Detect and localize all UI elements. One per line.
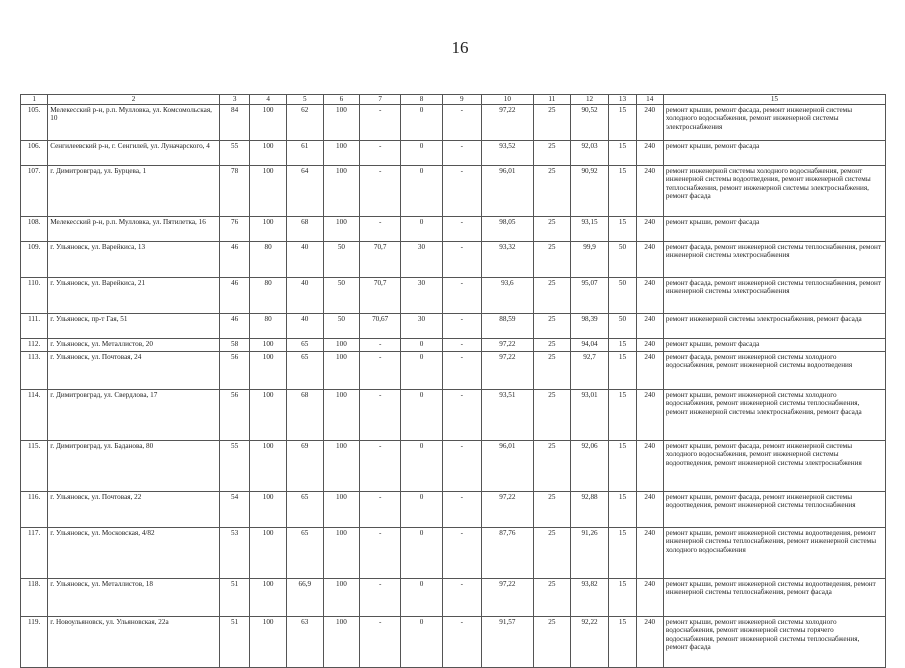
col-8: 0	[401, 140, 443, 165]
work-list: ремонт крыши, ремонт фасада	[663, 338, 885, 351]
col-12: 92,7	[570, 351, 609, 389]
col-7: -	[360, 338, 401, 351]
col-13: 15	[609, 140, 636, 165]
column-header: 15	[663, 95, 885, 105]
column-header: 9	[442, 95, 481, 105]
col-14: 240	[636, 351, 663, 389]
col-11: 25	[534, 578, 571, 616]
address: г. Ульяновск, ул. Варейкиса, 13	[48, 241, 220, 277]
col-14: 240	[636, 389, 663, 440]
col-5: 40	[286, 241, 323, 277]
col-12: 93,82	[570, 578, 609, 616]
col-6: 100	[323, 338, 360, 351]
table-body	[21, 104, 886, 667]
row-number: 105.	[21, 104, 48, 140]
col-14: 240	[636, 140, 663, 165]
table-row	[21, 338, 886, 351]
row-number: 119.	[21, 616, 48, 667]
header-row	[21, 95, 886, 105]
col-4: 100	[250, 389, 287, 440]
col-13: 50	[609, 241, 636, 277]
col-7: -	[360, 104, 401, 140]
col-9: -	[442, 277, 481, 313]
col-4: 100	[250, 440, 287, 491]
col-3: 46	[219, 277, 249, 313]
table-row	[21, 527, 886, 578]
col-6: 100	[323, 216, 360, 241]
col-14: 240	[636, 491, 663, 527]
col-7: -	[360, 216, 401, 241]
col-12: 92,22	[570, 616, 609, 667]
col-3: 56	[219, 351, 249, 389]
col-10: 97,22	[481, 578, 533, 616]
col-13: 15	[609, 351, 636, 389]
address: г. Ульяновск, ул. Московская, 4/82	[48, 527, 220, 578]
col-13: 15	[609, 338, 636, 351]
col-8: 0	[401, 104, 443, 140]
col-7: -	[360, 578, 401, 616]
col-14: 240	[636, 165, 663, 216]
column-header: 8	[401, 95, 443, 105]
col-11: 25	[534, 241, 571, 277]
col-5: 68	[286, 389, 323, 440]
address: г. Ульяновск, ул. Почтовая, 22	[48, 491, 220, 527]
col-5: 62	[286, 104, 323, 140]
col-12: 92,06	[570, 440, 609, 491]
col-3: 56	[219, 389, 249, 440]
col-10: 97,22	[481, 351, 533, 389]
col-11: 25	[534, 216, 571, 241]
col-10: 93,6	[481, 277, 533, 313]
col-10: 97,22	[481, 338, 533, 351]
col-13: 50	[609, 313, 636, 338]
col-13: 15	[609, 616, 636, 667]
col-7: -	[360, 616, 401, 667]
col-7: -	[360, 351, 401, 389]
col-4: 80	[250, 241, 287, 277]
work-list: ремонт крыши, ремонт инженерной системы водоотведения, ремонт инженерной системы теплоснабжения, ремонт фасада	[663, 578, 885, 616]
table-row	[21, 241, 886, 277]
col-4: 100	[250, 616, 287, 667]
col-8: 0	[401, 527, 443, 578]
col-7: -	[360, 491, 401, 527]
col-5: 40	[286, 277, 323, 313]
col-14: 240	[636, 338, 663, 351]
col-12: 95,07	[570, 277, 609, 313]
column-header: 14	[636, 95, 663, 105]
col-10: 91,57	[481, 616, 533, 667]
address: Мелекесский р-н, р.п. Мулловка, ул. Комсомольская, 10	[48, 104, 220, 140]
col-6: 50	[323, 313, 360, 338]
col-11: 25	[534, 277, 571, 313]
col-14: 240	[636, 241, 663, 277]
col-14: 240	[636, 277, 663, 313]
row-number: 110.	[21, 277, 48, 313]
col-5: 65	[286, 351, 323, 389]
table-row	[21, 216, 886, 241]
col-9: -	[442, 351, 481, 389]
col-12: 90,52	[570, 104, 609, 140]
col-14: 240	[636, 616, 663, 667]
table-row	[21, 165, 886, 216]
col-9: -	[442, 440, 481, 491]
address: г. Димитровград, ул. Баданова, 80	[48, 440, 220, 491]
col-12: 91,26	[570, 527, 609, 578]
col-13: 15	[609, 440, 636, 491]
work-list: ремонт инженерной системы электроснабжения, ремонт фасада	[663, 313, 885, 338]
work-list: ремонт крыши, ремонт фасада	[663, 140, 885, 165]
col-13: 15	[609, 578, 636, 616]
table-row	[21, 440, 886, 491]
col-3: 55	[219, 440, 249, 491]
col-11: 25	[534, 351, 571, 389]
col-5: 69	[286, 440, 323, 491]
col-4: 100	[250, 527, 287, 578]
col-11: 25	[534, 389, 571, 440]
col-4: 100	[250, 140, 287, 165]
col-5: 65	[286, 527, 323, 578]
col-9: -	[442, 389, 481, 440]
col-5: 65	[286, 338, 323, 351]
col-6: 100	[323, 351, 360, 389]
col-12: 99,9	[570, 241, 609, 277]
col-8: 0	[401, 440, 443, 491]
col-3: 58	[219, 338, 249, 351]
col-4: 100	[250, 578, 287, 616]
col-11: 25	[534, 338, 571, 351]
work-list: ремонт крыши, ремонт фасада	[663, 216, 885, 241]
col-9: -	[442, 313, 481, 338]
col-10: 96,01	[481, 440, 533, 491]
col-6: 100	[323, 104, 360, 140]
column-header: 12	[570, 95, 609, 105]
col-12: 92,03	[570, 140, 609, 165]
col-10: 97,22	[481, 104, 533, 140]
work-list: ремонт крыши, ремонт фасада, ремонт инженерной системы холодного водоснабжения, ремонт инженерной системы электроснабжения	[663, 104, 885, 140]
row-number: 109.	[21, 241, 48, 277]
row-number: 113.	[21, 351, 48, 389]
col-7: 70,67	[360, 313, 401, 338]
col-13: 15	[609, 491, 636, 527]
column-header: 3	[219, 95, 249, 105]
col-7: -	[360, 527, 401, 578]
col-7: 70,7	[360, 241, 401, 277]
address: г. Новоульяновск, ул. Ульяновская, 22а	[48, 616, 220, 667]
col-5: 61	[286, 140, 323, 165]
col-5: 63	[286, 616, 323, 667]
col-4: 100	[250, 104, 287, 140]
col-3: 55	[219, 140, 249, 165]
column-header: 10	[481, 95, 533, 105]
col-11: 25	[534, 140, 571, 165]
col-6: 100	[323, 491, 360, 527]
table-row	[21, 351, 886, 389]
column-header: 1	[21, 95, 48, 105]
page-number: 16	[451, 38, 469, 57]
col-9: -	[442, 491, 481, 527]
row-number: 118.	[21, 578, 48, 616]
col-3: 53	[219, 527, 249, 578]
col-8: 0	[401, 491, 443, 527]
col-13: 50	[609, 277, 636, 313]
col-11: 25	[534, 491, 571, 527]
col-4: 80	[250, 277, 287, 313]
col-10: 98,05	[481, 216, 533, 241]
col-13: 15	[609, 104, 636, 140]
work-list: ремонт инженерной системы холодного водоснабжения, ремонт инженерной системы водоотведения, ремонт инженерной системы теплоснабжения, ремонт инженерной системы электроснабжения, ремонт фасада	[663, 165, 885, 216]
col-3: 46	[219, 313, 249, 338]
col-3: 84	[219, 104, 249, 140]
col-13: 15	[609, 165, 636, 216]
table-row	[21, 277, 886, 313]
address: г. Ульяновск, пр-т Гая, 51	[48, 313, 220, 338]
col-6: 100	[323, 165, 360, 216]
col-6: 100	[323, 140, 360, 165]
col-4: 80	[250, 313, 287, 338]
col-3: 54	[219, 491, 249, 527]
column-header: 2	[48, 95, 220, 105]
col-11: 25	[534, 313, 571, 338]
col-9: -	[442, 527, 481, 578]
col-6: 100	[323, 440, 360, 491]
col-13: 15	[609, 216, 636, 241]
col-14: 240	[636, 216, 663, 241]
work-list: ремонт крыши, ремонт инженерной системы холодного водоснабжения, ремонт инженерной системы горячего водоснабжения, ремонт инженерной системы теплоснабжения, ремонт фасада	[663, 616, 885, 667]
table-row	[21, 491, 886, 527]
col-11: 25	[534, 165, 571, 216]
row-number: 117.	[21, 527, 48, 578]
col-8: 30	[401, 313, 443, 338]
row-number: 112.	[21, 338, 48, 351]
col-12: 93,15	[570, 216, 609, 241]
col-4: 100	[250, 216, 287, 241]
col-10: 97,22	[481, 491, 533, 527]
col-11: 25	[534, 440, 571, 491]
row-number: 107.	[21, 165, 48, 216]
col-8: 0	[401, 389, 443, 440]
work-list: ремонт крыши, ремонт фасада, ремонт инженерной системы водоотведения, ремонт инженерной системы теплоснабжения	[663, 491, 885, 527]
col-12: 98,39	[570, 313, 609, 338]
col-6: 50	[323, 241, 360, 277]
col-8: 30	[401, 241, 443, 277]
col-6: 100	[323, 616, 360, 667]
col-13: 15	[609, 527, 636, 578]
col-5: 40	[286, 313, 323, 338]
row-number: 114.	[21, 389, 48, 440]
col-13: 15	[609, 389, 636, 440]
col-7: 70,7	[360, 277, 401, 313]
col-12: 90,92	[570, 165, 609, 216]
col-4: 100	[250, 351, 287, 389]
col-11: 25	[534, 104, 571, 140]
table-row	[21, 140, 886, 165]
col-8: 0	[401, 338, 443, 351]
col-3: 51	[219, 578, 249, 616]
row-number: 108.	[21, 216, 48, 241]
col-6: 100	[323, 578, 360, 616]
work-list: ремонт крыши, ремонт фасада, ремонт инженерной системы холодного водоснабжения, ремонт инженерной системы водоотведения, ремонт инженерной системы электроснабжения	[663, 440, 885, 491]
col-12: 94,04	[570, 338, 609, 351]
col-14: 240	[636, 104, 663, 140]
col-5: 65	[286, 491, 323, 527]
col-3: 46	[219, 241, 249, 277]
address: Мелекесский р-н, р.п. Мулловка, ул. Пятилетка, 16	[48, 216, 220, 241]
col-9: -	[442, 578, 481, 616]
col-3: 76	[219, 216, 249, 241]
col-14: 240	[636, 527, 663, 578]
col-14: 240	[636, 578, 663, 616]
row-number: 116.	[21, 491, 48, 527]
work-list: ремонт фасада, ремонт инженерной системы теплоснабжения, ремонт инженерной системы электроснабжения	[663, 277, 885, 313]
col-8: 0	[401, 351, 443, 389]
address: г. Ульяновск, ул. Металлистов, 18	[48, 578, 220, 616]
col-7: -	[360, 140, 401, 165]
col-6: 100	[323, 389, 360, 440]
col-8: 30	[401, 277, 443, 313]
col-8: 0	[401, 578, 443, 616]
table-row	[21, 578, 886, 616]
col-11: 25	[534, 616, 571, 667]
col-9: -	[442, 338, 481, 351]
col-10: 88,59	[481, 313, 533, 338]
table-row	[21, 389, 886, 440]
col-5: 68	[286, 216, 323, 241]
col-10: 93,52	[481, 140, 533, 165]
col-10: 93,51	[481, 389, 533, 440]
col-14: 240	[636, 313, 663, 338]
col-6: 50	[323, 277, 360, 313]
col-7: -	[360, 165, 401, 216]
col-8: 0	[401, 616, 443, 667]
col-4: 100	[250, 491, 287, 527]
col-9: -	[442, 165, 481, 216]
col-3: 78	[219, 165, 249, 216]
col-8: 0	[401, 165, 443, 216]
row-number: 115.	[21, 440, 48, 491]
table-row	[21, 313, 886, 338]
col-7: -	[360, 389, 401, 440]
table-row	[21, 104, 886, 140]
table-row	[21, 616, 886, 667]
column-header: 11	[534, 95, 571, 105]
column-header: 7	[360, 95, 401, 105]
col-14: 240	[636, 440, 663, 491]
address: г. Ульяновск, ул. Металлистов, 20	[48, 338, 220, 351]
work-list: ремонт крыши, ремонт инженерной системы холодного водоснабжения, ремонт инженерной системы теплоснабжения, ремонт инженерной системы электроснабжения, ремонт фасада	[663, 389, 885, 440]
col-4: 100	[250, 165, 287, 216]
col-8: 0	[401, 216, 443, 241]
col-9: -	[442, 104, 481, 140]
address: г. Ульяновск, ул. Варейкиса, 21	[48, 277, 220, 313]
col-9: -	[442, 140, 481, 165]
col-10: 93,32	[481, 241, 533, 277]
col-10: 87,76	[481, 527, 533, 578]
col-10: 96,01	[481, 165, 533, 216]
col-12: 93,01	[570, 389, 609, 440]
col-12: 92,88	[570, 491, 609, 527]
column-header: 5	[286, 95, 323, 105]
col-5: 66,9	[286, 578, 323, 616]
col-5: 64	[286, 165, 323, 216]
col-9: -	[442, 216, 481, 241]
col-6: 100	[323, 527, 360, 578]
column-header: 13	[609, 95, 636, 105]
row-number: 111.	[21, 313, 48, 338]
column-header: 4	[250, 95, 287, 105]
col-4: 100	[250, 338, 287, 351]
work-list: ремонт фасада, ремонт инженерной системы теплоснабжения, ремонт инженерной системы электроснабжения	[663, 241, 885, 277]
work-list: ремонт крыши, ремонт инженерной системы водоотведения, ремонт инженерной системы теплоснабжения, ремонт инженерной системы холодного водоснабжения	[663, 527, 885, 578]
data-table	[20, 94, 886, 668]
col-11: 25	[534, 527, 571, 578]
col-7: -	[360, 440, 401, 491]
address: г. Димитровград, ул. Свердлова, 17	[48, 389, 220, 440]
col-9: -	[442, 616, 481, 667]
work-list: ремонт фасада, ремонт инженерной системы холодного водоснабжения, ремонт инженерной системы водоотведения	[663, 351, 885, 389]
col-3: 51	[219, 616, 249, 667]
row-number: 106.	[21, 140, 48, 165]
address: Сенгилеевский р-н, г. Сенгилей, ул. Луначарского, 4	[48, 140, 220, 165]
column-header: 6	[323, 95, 360, 105]
address: г. Димитровград, ул. Бурцева, 1	[48, 165, 220, 216]
col-9: -	[442, 241, 481, 277]
address: г. Ульяновск, ул. Почтовая, 24	[48, 351, 220, 389]
